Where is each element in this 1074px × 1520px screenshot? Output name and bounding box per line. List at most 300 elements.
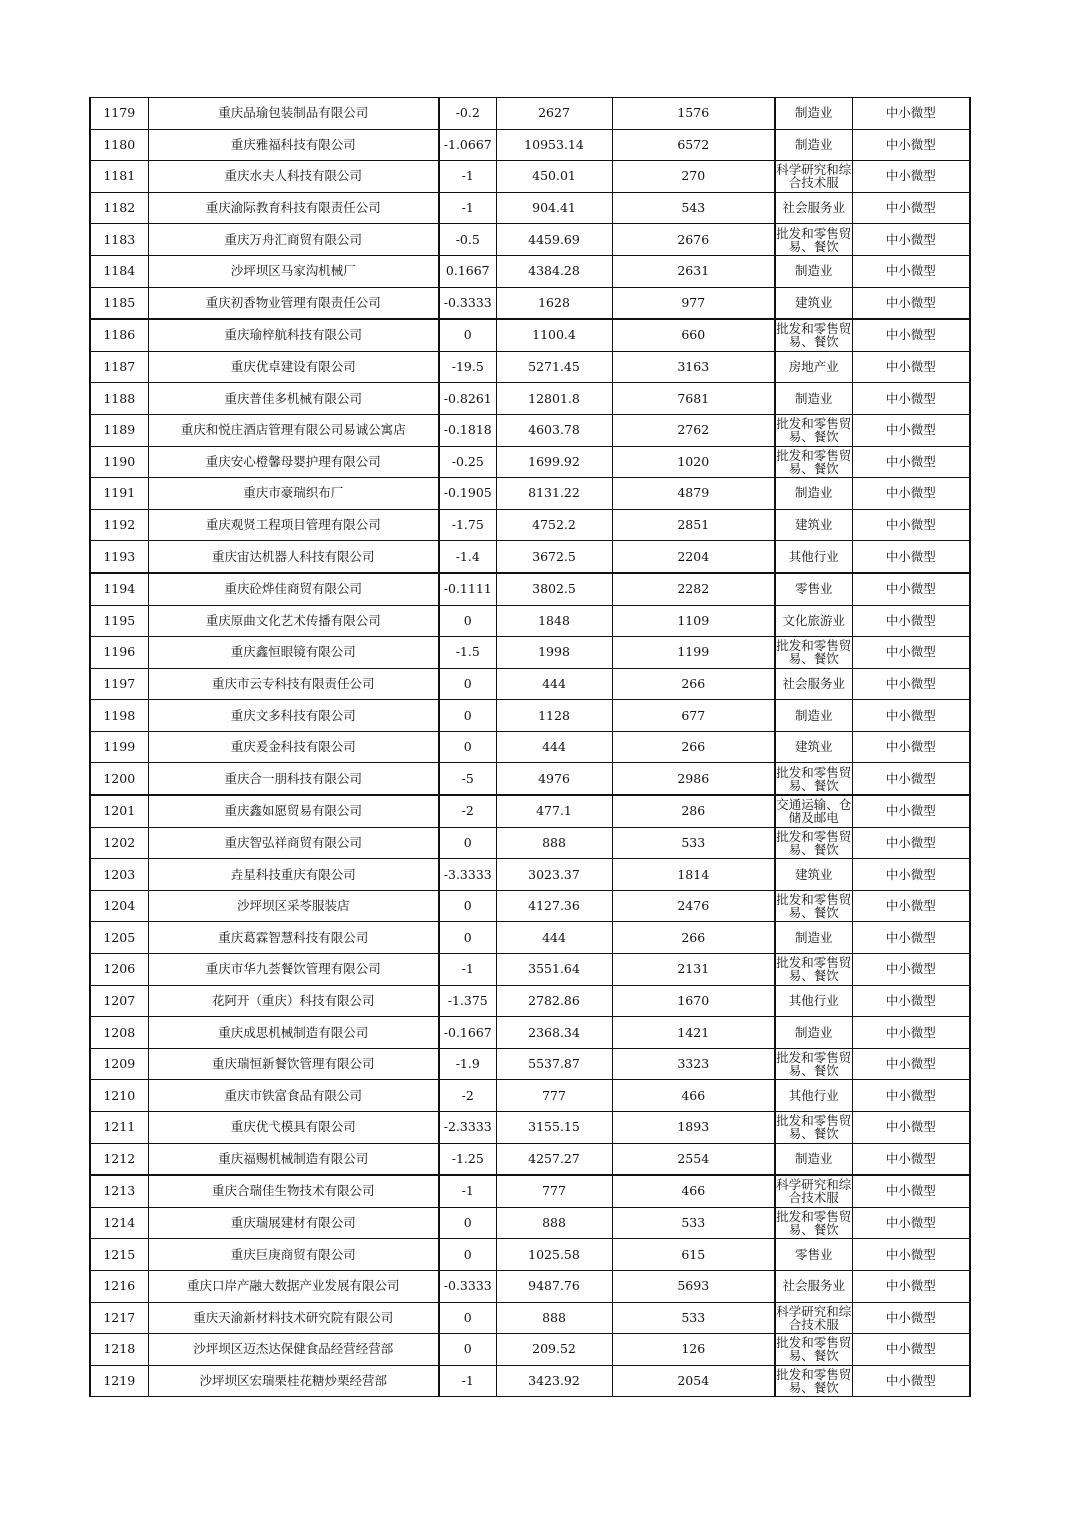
industry-cell [775, 161, 852, 193]
table-row [90, 1334, 970, 1366]
row-number-cell: 1217 [90, 1302, 148, 1334]
row-number-cell: 1198 [90, 700, 148, 732]
growth-rate-cell: -0.1111 [439, 573, 496, 605]
enterprise-type-cell: 中小微型 [852, 383, 970, 415]
table-row [90, 98, 970, 130]
amount-cell: 444 [496, 922, 612, 954]
table-row [90, 541, 970, 573]
company-name-cell: 重庆福赐机械制造有限公司 [148, 1143, 439, 1175]
table-row [90, 1175, 970, 1207]
table-row [90, 287, 970, 319]
enterprise-type-cell: 中小微型 [852, 478, 970, 510]
growth-rate-cell: -0.2 [439, 98, 496, 130]
industry-cell: 制造业 [775, 478, 852, 510]
enterprise-type-cell: 中小微型 [852, 637, 970, 669]
industry-cell: 制造业 [775, 98, 852, 130]
growth-rate-cell: 0 [439, 1302, 496, 1334]
enterprise-type-cell: 中小微型 [852, 859, 970, 891]
row-number-cell: 1184 [90, 255, 148, 287]
enterprise-type-cell: 中小微型 [852, 922, 970, 954]
enterprise-type-cell: 中小微型 [852, 446, 970, 478]
enterprise-type-cell: 中小微型 [852, 1143, 970, 1175]
row-number-cell: 1215 [90, 1239, 148, 1271]
value-cell: 266 [612, 731, 775, 763]
row-number-cell: 1202 [90, 827, 148, 859]
amount-cell: 10953.14 [496, 129, 612, 161]
company-name-cell: 沙坪坝区宏瑞栗桂花糖炒栗经营部 [148, 1365, 439, 1397]
row-number-cell: 1204 [90, 890, 148, 922]
amount-cell: 4384.28 [496, 255, 612, 287]
amount-cell: 5537.87 [496, 1048, 612, 1080]
row-number-cell: 1180 [90, 129, 148, 161]
row-number-cell: 1199 [90, 731, 148, 763]
amount-cell: 9487.76 [496, 1270, 612, 1302]
industry-cell: 制造业 [775, 700, 852, 732]
industry-cell: 制造业 [775, 255, 852, 287]
table-row [90, 1239, 970, 1271]
industry-cell [775, 1302, 852, 1334]
industry-cell [775, 763, 852, 795]
enterprise-type-cell: 中小微型 [852, 255, 970, 287]
enterprise-type-cell: 中小微型 [852, 192, 970, 224]
row-number-cell: 1190 [90, 446, 148, 478]
amount-cell: 1128 [496, 700, 612, 732]
amount-cell: 888 [496, 1207, 612, 1239]
industry-cell: 建筑业 [775, 509, 852, 541]
row-number-cell: 1193 [90, 541, 148, 573]
table-row [90, 129, 970, 161]
growth-rate-cell: -1.9 [439, 1048, 496, 1080]
amount-cell: 904.41 [496, 192, 612, 224]
value-cell: 1814 [612, 859, 775, 891]
value-cell: 2676 [612, 224, 775, 256]
enterprise-type-cell: 中小微型 [852, 509, 970, 541]
value-cell: 6572 [612, 129, 775, 161]
enterprise-type-cell: 中小微型 [852, 668, 970, 700]
growth-rate-cell: 0 [439, 319, 496, 351]
industry-cell: 社会服务业 [775, 192, 852, 224]
company-name-cell: 重庆瑞展建材有限公司 [148, 1207, 439, 1239]
company-name-cell: 重庆市华九荟餐饮管理有限公司 [148, 954, 439, 986]
industry-cell [775, 414, 852, 446]
enterprise-type-cell: 中小微型 [852, 1017, 970, 1049]
industry-cell: 制造业 [775, 129, 852, 161]
value-cell: 2631 [612, 255, 775, 287]
industry-cell: 其他行业 [775, 541, 852, 573]
value-cell: 7681 [612, 383, 775, 415]
table-row [90, 319, 970, 351]
industry-cell [775, 1048, 852, 1080]
company-name-cell: 重庆市云专科技有限责任公司 [148, 668, 439, 700]
table-row [90, 827, 970, 859]
row-number-cell: 1201 [90, 795, 148, 827]
amount-cell: 4752.2 [496, 509, 612, 541]
industry-text: 批发和零售贸易、餐饮 [776, 764, 852, 793]
row-number-cell: 1194 [90, 573, 148, 605]
amount-cell: 777 [496, 1175, 612, 1207]
growth-rate-cell: -0.8261 [439, 383, 496, 415]
company-name-cell: 重庆智弘祥商贸有限公司 [148, 827, 439, 859]
row-number-cell: 1200 [90, 763, 148, 795]
growth-rate-cell: -5 [439, 763, 496, 795]
growth-rate-cell: -1.375 [439, 985, 496, 1017]
table-row [90, 351, 970, 383]
company-name-cell: 垚星科技重庆有限公司 [148, 859, 439, 891]
amount-cell: 4257.27 [496, 1143, 612, 1175]
value-cell: 270 [612, 161, 775, 193]
industry-text: 交通运输、仓储及邮电 [776, 797, 852, 826]
amount-cell: 4127.36 [496, 890, 612, 922]
table-row [90, 161, 970, 193]
amount-cell: 888 [496, 1302, 612, 1334]
growth-rate-cell: -1.5 [439, 637, 496, 669]
value-cell: 660 [612, 319, 775, 351]
table-row [90, 1048, 970, 1080]
growth-rate-cell: 0 [439, 668, 496, 700]
value-cell: 2204 [612, 541, 775, 573]
amount-cell: 2368.34 [496, 1017, 612, 1049]
company-name-cell: 重庆优弋模具有限公司 [148, 1112, 439, 1144]
enterprise-type-cell: 中小微型 [852, 1302, 970, 1334]
amount-cell: 4976 [496, 763, 612, 795]
value-cell: 2554 [612, 1143, 775, 1175]
row-number-cell: 1211 [90, 1112, 148, 1144]
industry-cell: 零售业 [775, 573, 852, 605]
company-name-cell: 花阿开（重庆）科技有限公司 [148, 985, 439, 1017]
industry-cell: 制造业 [775, 922, 852, 954]
value-cell: 533 [612, 1207, 775, 1239]
enterprise-type-cell: 中小微型 [852, 351, 970, 383]
company-name-cell: 重庆瑞恒新餐饮管理有限公司 [148, 1048, 439, 1080]
industry-cell: 其他行业 [775, 1080, 852, 1112]
industry-cell [775, 827, 852, 859]
amount-cell: 444 [496, 668, 612, 700]
value-cell: 543 [612, 192, 775, 224]
row-number-cell: 1207 [90, 985, 148, 1017]
industry-text: 批发和零售贸易、餐饮 [776, 447, 852, 476]
company-name-cell: 重庆市豪瑞织布厂 [148, 478, 439, 510]
company-name-cell: 重庆口岸产融大数据产业发展有限公司 [148, 1270, 439, 1302]
enterprise-type-cell: 中小微型 [852, 954, 970, 986]
growth-rate-cell: 0 [439, 1334, 496, 1366]
company-name-cell: 重庆初香物业管理有限责任公司 [148, 287, 439, 319]
enterprise-type-cell: 中小微型 [852, 1207, 970, 1239]
industry-cell: 建筑业 [775, 859, 852, 891]
industry-text: 科学研究和综合技术服 [776, 1303, 852, 1332]
company-name-cell: 重庆品瑜包装制品有限公司 [148, 98, 439, 130]
table-row [90, 763, 970, 795]
amount-cell: 1848 [496, 605, 612, 637]
industry-text: 批发和零售贸易、餐饮 [776, 638, 852, 667]
growth-rate-cell: 0.1667 [439, 255, 496, 287]
growth-rate-cell: -0.5 [439, 224, 496, 256]
enterprise-type-cell: 中小微型 [852, 605, 970, 637]
company-name-cell: 重庆安心橙馨母婴护理有限公司 [148, 446, 439, 478]
company-name-cell: 重庆雅福科技有限公司 [148, 129, 439, 161]
enterprise-type-cell: 中小微型 [852, 1334, 970, 1366]
industry-cell [775, 890, 852, 922]
industry-cell [775, 1334, 852, 1366]
industry-cell: 制造业 [775, 1143, 852, 1175]
table-row [90, 478, 970, 510]
value-cell: 533 [612, 827, 775, 859]
industry-text: 科学研究和综合技术服 [776, 162, 852, 191]
amount-cell: 12801.8 [496, 383, 612, 415]
table-row [90, 890, 970, 922]
company-name-cell: 重庆成思机械制造有限公司 [148, 1017, 439, 1049]
growth-rate-cell: 0 [439, 1207, 496, 1239]
amount-cell: 2627 [496, 98, 612, 130]
table-row [90, 700, 970, 732]
table-row [90, 1143, 970, 1175]
company-name-cell: 重庆文多科技有限公司 [148, 700, 439, 732]
enterprise-type-cell: 中小微型 [852, 1175, 970, 1207]
enterprise-type-cell: 中小微型 [852, 224, 970, 256]
company-name-cell: 沙坪坝区马家沟机械厂 [148, 255, 439, 287]
row-number-cell: 1195 [90, 605, 148, 637]
amount-cell: 3551.64 [496, 954, 612, 986]
amount-cell: 3023.37 [496, 859, 612, 891]
industry-text: 批发和零售贸易、餐饮 [776, 892, 852, 921]
row-number-cell: 1183 [90, 224, 148, 256]
value-cell: 2054 [612, 1365, 775, 1397]
industry-cell: 建筑业 [775, 731, 852, 763]
value-cell: 266 [612, 668, 775, 700]
value-cell: 466 [612, 1175, 775, 1207]
row-number-cell: 1179 [90, 98, 148, 130]
enterprise-type-cell: 中小微型 [852, 795, 970, 827]
amount-cell: 1998 [496, 637, 612, 669]
growth-rate-cell: -0.3333 [439, 287, 496, 319]
table-row [90, 1112, 970, 1144]
amount-cell: 209.52 [496, 1334, 612, 1366]
amount-cell: 1628 [496, 287, 612, 319]
growth-rate-cell: -1 [439, 954, 496, 986]
enterprise-type-cell: 中小微型 [852, 1048, 970, 1080]
row-number-cell: 1208 [90, 1017, 148, 1049]
company-name-cell: 重庆巨庚商贸有限公司 [148, 1239, 439, 1271]
growth-rate-cell: 0 [439, 605, 496, 637]
company-name-cell: 沙坪坝区迈杰达保健食品经营经营部 [148, 1334, 439, 1366]
table-row [90, 859, 970, 891]
industry-cell: 社会服务业 [775, 668, 852, 700]
company-name-cell: 重庆普佳多机械有限公司 [148, 383, 439, 415]
industry-cell: 制造业 [775, 1017, 852, 1049]
growth-rate-cell: 0 [439, 922, 496, 954]
industry-text: 批发和零售贸易、餐饮 [776, 1050, 852, 1079]
amount-cell: 477.1 [496, 795, 612, 827]
industry-text: 批发和零售贸易、餐饮 [776, 225, 852, 254]
growth-rate-cell: -2 [439, 1080, 496, 1112]
row-number-cell: 1182 [90, 192, 148, 224]
value-cell: 2986 [612, 763, 775, 795]
growth-rate-cell: 0 [439, 890, 496, 922]
growth-rate-cell: -0.3333 [439, 1270, 496, 1302]
company-name-cell: 重庆瑜梓航科技有限公司 [148, 319, 439, 351]
growth-rate-cell: 0 [439, 827, 496, 859]
amount-cell: 5271.45 [496, 351, 612, 383]
industry-text: 批发和零售贸易、餐饮 [776, 1367, 852, 1396]
table-row [90, 954, 970, 986]
enterprise-type-cell: 中小微型 [852, 573, 970, 605]
table-row [90, 922, 970, 954]
company-name-cell: 重庆市铁富食品有限公司 [148, 1080, 439, 1112]
enterprise-type-cell: 中小微型 [852, 541, 970, 573]
row-number-cell: 1185 [90, 287, 148, 319]
amount-cell: 444 [496, 731, 612, 763]
row-number-cell: 1218 [90, 1334, 148, 1366]
enterprise-type-cell: 中小微型 [852, 1365, 970, 1397]
enterprise-type-cell: 中小微型 [852, 1270, 970, 1302]
growth-rate-cell: 0 [439, 1239, 496, 1271]
table-row [90, 605, 970, 637]
table-row [90, 1017, 970, 1049]
value-cell: 286 [612, 795, 775, 827]
industry-cell [775, 954, 852, 986]
value-cell: 3323 [612, 1048, 775, 1080]
table-row [90, 224, 970, 256]
amount-cell: 1025.58 [496, 1239, 612, 1271]
enterprise-type-cell: 中小微型 [852, 414, 970, 446]
industry-text: 科学研究和综合技术服 [776, 1177, 852, 1206]
growth-rate-cell: -1 [439, 161, 496, 193]
amount-cell: 1699.92 [496, 446, 612, 478]
value-cell: 615 [612, 1239, 775, 1271]
industry-text: 批发和零售贸易、餐饮 [776, 1209, 852, 1238]
company-name-cell: 重庆葛霖智慧科技有限公司 [148, 922, 439, 954]
table-row [90, 985, 970, 1017]
enterprise-type-cell: 中小微型 [852, 827, 970, 859]
amount-cell: 450.01 [496, 161, 612, 193]
value-cell: 2131 [612, 954, 775, 986]
company-name-cell: 重庆原曲文化艺术传播有限公司 [148, 605, 439, 637]
growth-rate-cell: 0 [439, 731, 496, 763]
industry-cell: 房地产业 [775, 351, 852, 383]
table-row [90, 731, 970, 763]
amount-cell: 888 [496, 827, 612, 859]
company-name-cell: 重庆宙达机器人科技有限公司 [148, 541, 439, 573]
value-cell: 977 [612, 287, 775, 319]
amount-cell: 8131.22 [496, 478, 612, 510]
row-number-cell: 1210 [90, 1080, 148, 1112]
company-name-cell: 重庆观贤工程项目管理有限公司 [148, 509, 439, 541]
industry-cell [775, 1112, 852, 1144]
industry-cell: 建筑业 [775, 287, 852, 319]
industry-text: 批发和零售贸易、餐饮 [776, 1335, 852, 1364]
amount-cell: 3423.92 [496, 1365, 612, 1397]
company-name-cell: 重庆爰金科技有限公司 [148, 731, 439, 763]
company-name-cell: 重庆优卓建设有限公司 [148, 351, 439, 383]
value-cell: 1109 [612, 605, 775, 637]
value-cell: 2762 [612, 414, 775, 446]
row-number-cell: 1216 [90, 1270, 148, 1302]
enterprise-type-cell: 中小微型 [852, 700, 970, 732]
table-body [90, 98, 970, 1397]
growth-rate-cell: -1.75 [439, 509, 496, 541]
table-row [90, 1080, 970, 1112]
table-row [90, 1270, 970, 1302]
value-cell: 2476 [612, 890, 775, 922]
table-row [90, 573, 970, 605]
enterprise-type-cell: 中小微型 [852, 731, 970, 763]
enterprise-type-cell: 中小微型 [852, 1112, 970, 1144]
industry-text: 批发和零售贸易、餐饮 [776, 321, 852, 350]
growth-rate-cell: -1 [439, 1365, 496, 1397]
table-row [90, 1365, 970, 1397]
row-number-cell: 1186 [90, 319, 148, 351]
enterprise-type-cell: 中小微型 [852, 319, 970, 351]
value-cell: 1576 [612, 98, 775, 130]
table-row [90, 668, 970, 700]
amount-cell: 1100.4 [496, 319, 612, 351]
industry-cell [775, 1175, 852, 1207]
value-cell: 1199 [612, 637, 775, 669]
row-number-cell: 1205 [90, 922, 148, 954]
value-cell: 5693 [612, 1270, 775, 1302]
enterprise-type-cell: 中小微型 [852, 98, 970, 130]
company-name-cell: 重庆砼烨佳商贸有限公司 [148, 573, 439, 605]
industry-cell: 其他行业 [775, 985, 852, 1017]
value-cell: 266 [612, 922, 775, 954]
data-table [89, 97, 971, 1397]
row-number-cell: 1209 [90, 1048, 148, 1080]
industry-cell [775, 637, 852, 669]
industry-text: 批发和零售贸易、餐饮 [776, 955, 852, 984]
amount-cell: 3155.15 [496, 1112, 612, 1144]
amount-cell: 777 [496, 1080, 612, 1112]
row-number-cell: 1192 [90, 509, 148, 541]
growth-rate-cell: 0 [439, 700, 496, 732]
table-row [90, 383, 970, 415]
table-row [90, 509, 970, 541]
enterprise-type-cell: 中小微型 [852, 287, 970, 319]
table-row [90, 1207, 970, 1239]
growth-rate-cell: -1.0667 [439, 129, 496, 161]
growth-rate-cell: -1 [439, 1175, 496, 1207]
value-cell: 466 [612, 1080, 775, 1112]
growth-rate-cell: -2 [439, 795, 496, 827]
enterprise-type-cell: 中小微型 [852, 763, 970, 795]
value-cell: 4879 [612, 478, 775, 510]
enterprise-type-cell: 中小微型 [852, 1239, 970, 1271]
industry-cell [775, 319, 852, 351]
value-cell: 1893 [612, 1112, 775, 1144]
amount-cell: 4459.69 [496, 224, 612, 256]
value-cell: 1421 [612, 1017, 775, 1049]
growth-rate-cell: -19.5 [439, 351, 496, 383]
industry-text: 批发和零售贸易、餐饮 [776, 828, 852, 857]
industry-cell [775, 795, 852, 827]
enterprise-type-cell: 中小微型 [852, 1080, 970, 1112]
company-name-cell: 重庆渝际教育科技有限责任公司 [148, 192, 439, 224]
value-cell: 126 [612, 1334, 775, 1366]
growth-rate-cell: -1.25 [439, 1143, 496, 1175]
table-row [90, 255, 970, 287]
enterprise-type-cell: 中小微型 [852, 890, 970, 922]
table-row [90, 1302, 970, 1334]
growth-rate-cell: -2.3333 [439, 1112, 496, 1144]
industry-cell [775, 224, 852, 256]
company-name-cell: 重庆合一朋科技有限公司 [148, 763, 439, 795]
row-number-cell: 1203 [90, 859, 148, 891]
company-name-cell: 沙坪坝区采苓服装店 [148, 890, 439, 922]
amount-cell: 4603.78 [496, 414, 612, 446]
enterprise-type-cell: 中小微型 [852, 129, 970, 161]
table-row [90, 637, 970, 669]
industry-text: 批发和零售贸易、餐饮 [776, 416, 852, 445]
row-number-cell: 1213 [90, 1175, 148, 1207]
row-number-cell: 1189 [90, 414, 148, 446]
